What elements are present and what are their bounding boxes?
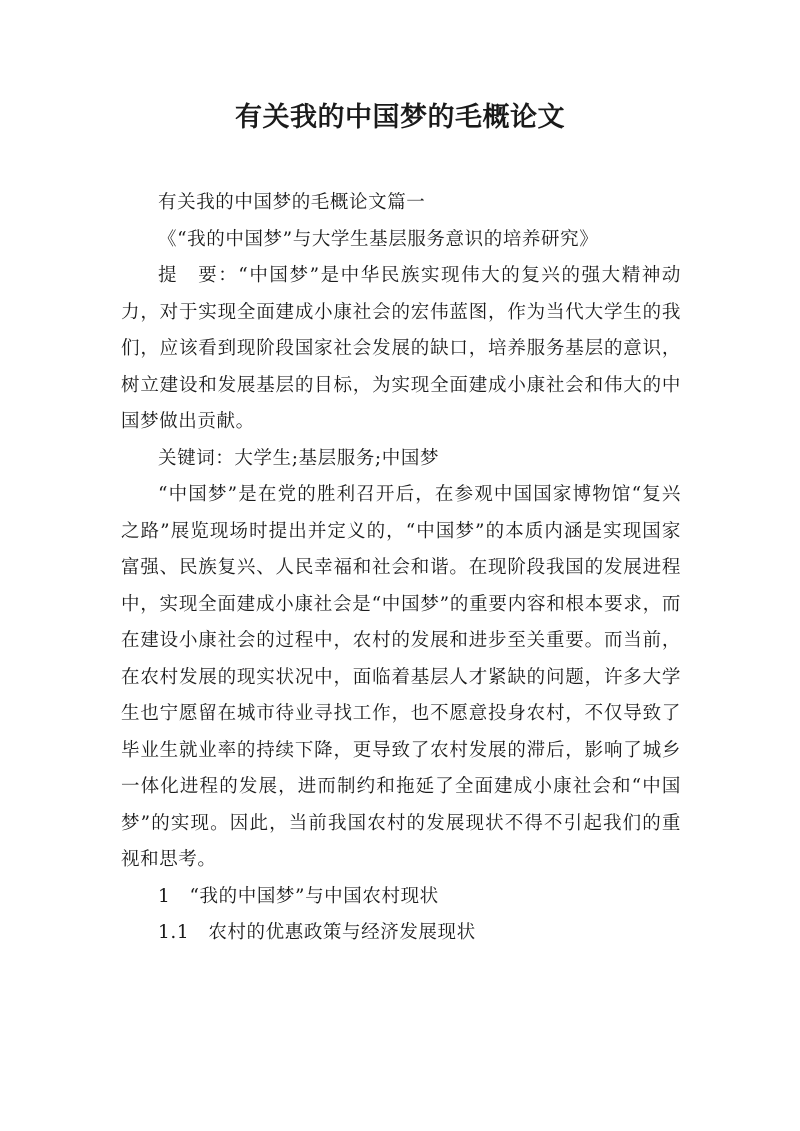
section-heading: 1 “我的中国梦”与中国农村现状 <box>158 885 439 907</box>
keywords-paragraph: 关键词：大学生;基层服务;中国梦 <box>158 447 440 469</box>
document-title: 有关我的中国梦的毛概论文 <box>235 102 565 133</box>
abstract-paragraph: 提 要：“中国梦”是中华民族实现伟大的复兴的强大精神动力，对于实现全面建成小康社会的宏伟蓝图，作为当代大学生的我们，应该看到现阶段国家社会发展的缺口，培养服务基层的意识，树立建设和发展基层的目标，为实现全面建成小康社会和伟大的中国梦做出贡献。 <box>121 265 681 432</box>
subsection-heading: 1.1 农村的优惠政策与经济发展现状 <box>158 922 476 943</box>
paper-title: 《“我的中国梦”与大学生基层服务意识的培养研究》 <box>158 228 599 250</box>
body-paragraph: “中国梦”是在党的胜利召开后，在参观中国国家博物馆“复兴之路”展览现场时提出并定义的，“中国梦”的本质内涵是实现国家富强、民族复兴、人民幸福和社会和谐。在现阶段我国的发展进程中，实现全面建成小康社会是“中国梦”的重要内容和根本要求，而在建设小康社会的过程中，农村的发展和进步至关重要。而当前，在农村发展的现实状况中，面临着基层人才紧缺的问题，许多大学生也宁愿留在城市待业寻找工作，也不愿意投身农村，不仅导致了毕业生就业率的持续下降，更导致了农村发展的滞后，影响了城乡一体化进程的发展，进而制约和拖延了全面建成小康社会和“中国梦”的实现。因此，当前我国农村的发展现状不得不引起我们的重视和思考。 <box>121 484 681 870</box>
article-heading: 有关我的中国梦的毛概论文篇一 <box>158 192 426 213</box>
document-body <box>121 185 681 952</box>
